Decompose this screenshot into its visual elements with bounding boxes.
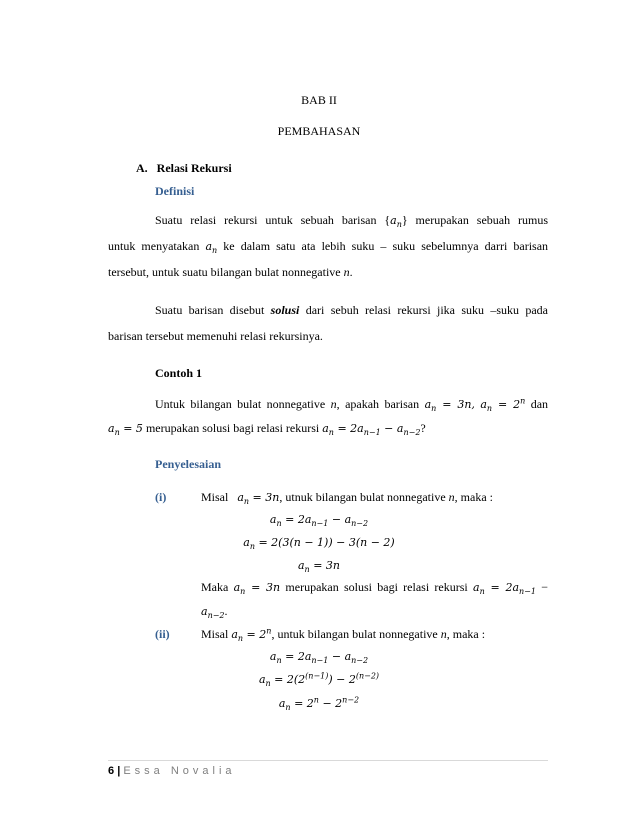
chapter-title: PEMBAHASAN bbox=[277, 124, 361, 138]
math-an-3n: $a_n = 3n$ bbox=[237, 491, 280, 507]
eq-ii-1: $a_n = 2a_{n-1} - a_{n-2}$ bbox=[269, 650, 369, 666]
part-i-intro: Misal $a_n = 3n$, utnuk bilangan bulat nonnegative n, maka : bbox=[201, 490, 493, 507]
math-recurrence: $a_n = 2a_{n-1} - a_{n-2}$ bbox=[322, 422, 421, 438]
part-i-label: (i) bbox=[155, 490, 167, 504]
page-footer bbox=[108, 765, 236, 777]
solusi-line-2: barisan tersebut memenuhi relasi rekursinya. bbox=[108, 329, 323, 343]
math-an: $a_n$ bbox=[390, 214, 402, 230]
part-ii-intro: Misal $a_n = 2^n$, untuk bilangan bulat nonnegative n, maka : bbox=[201, 626, 486, 644]
solusi-term: solusi bbox=[270, 303, 300, 317]
section-label: A. bbox=[136, 161, 148, 175]
eq-i-2: $a_n = 2(3(n - 1)) - 3(n - 2)$ bbox=[243, 536, 395, 552]
definisi-heading: Definisi bbox=[155, 184, 195, 198]
part-ii-label: (ii) bbox=[155, 627, 170, 641]
definisi-line-2: untuk menyatakan $a_n$ ke dalam satu ata lebih suku – suku sebelumnya darri barisan bbox=[108, 239, 549, 256]
part-i-conclusion: Maka $a_n = 3n$ merupakan solusi bagi relasi rekursi $a_n = 2a_{n-1}$ − bbox=[201, 580, 549, 597]
page-number: 6 bbox=[108, 765, 115, 777]
definisi-line-3: tersebut, untuk suatu bilangan bulat nonnegative n. bbox=[108, 265, 353, 279]
footer-author: Essa Novalia bbox=[123, 765, 236, 777]
section-heading bbox=[136, 161, 232, 176]
chapter-number: BAB II bbox=[301, 93, 337, 107]
contoh-line-1: Untuk bilangan bulat nonnegative n, apakah barisan $a_n = 3n$, $a_n = 2^n$ dan bbox=[155, 396, 549, 414]
math-an-2n: $a_n = 2^n$ bbox=[231, 626, 272, 644]
eq-ii-2: $a_n = 2(2^{(n-1)}) - 2^{(n-2)}$ bbox=[258, 671, 380, 689]
section-title: Relasi Rekursi bbox=[156, 161, 232, 175]
math-an-2n: $a_n = 2^n$ bbox=[480, 396, 526, 414]
footer-separator: | bbox=[117, 765, 121, 777]
math-an: $a_n$ bbox=[205, 240, 218, 256]
eq-ii-3: $a_n = 2^n - 2^{n-2}$ bbox=[278, 695, 360, 713]
definisi-line-1: Suatu relasi rekursi untuk sebuah barisan $\{a_n\}$ merupakan sebuah rumus bbox=[155, 213, 549, 230]
contoh-line-2: $a_n = 5$ merupakan solusi bagi relasi rekursi $a_n = 2a_{n-1} - a_{n-2}$? bbox=[108, 421, 426, 438]
math-recurrence-part: $a_n = 2a_{n-1}$ bbox=[473, 581, 536, 597]
eq-i-1: $a_n = 2a_{n-1} - a_{n-2}$ bbox=[269, 513, 369, 529]
contoh-heading: Contoh 1 bbox=[155, 366, 203, 380]
footer-divider bbox=[108, 760, 548, 761]
math-an-3n: $a_n = 3n$ bbox=[233, 581, 281, 597]
penyelesaian-heading: Penyelesaian bbox=[155, 457, 221, 471]
eq-i-3: $a_n = 3n$ bbox=[297, 559, 340, 575]
solusi-line-1: Suatu barisan disebut solusi dari sebuh relasi rekursi jika suku –suku pada bbox=[155, 303, 549, 317]
part-i-conclusion-2: $a_{n-2}$. bbox=[201, 604, 228, 621]
math-an-5: $a_n = 5$ bbox=[108, 422, 143, 438]
math-an-3n: $a_n = 3n$, bbox=[424, 398, 475, 414]
